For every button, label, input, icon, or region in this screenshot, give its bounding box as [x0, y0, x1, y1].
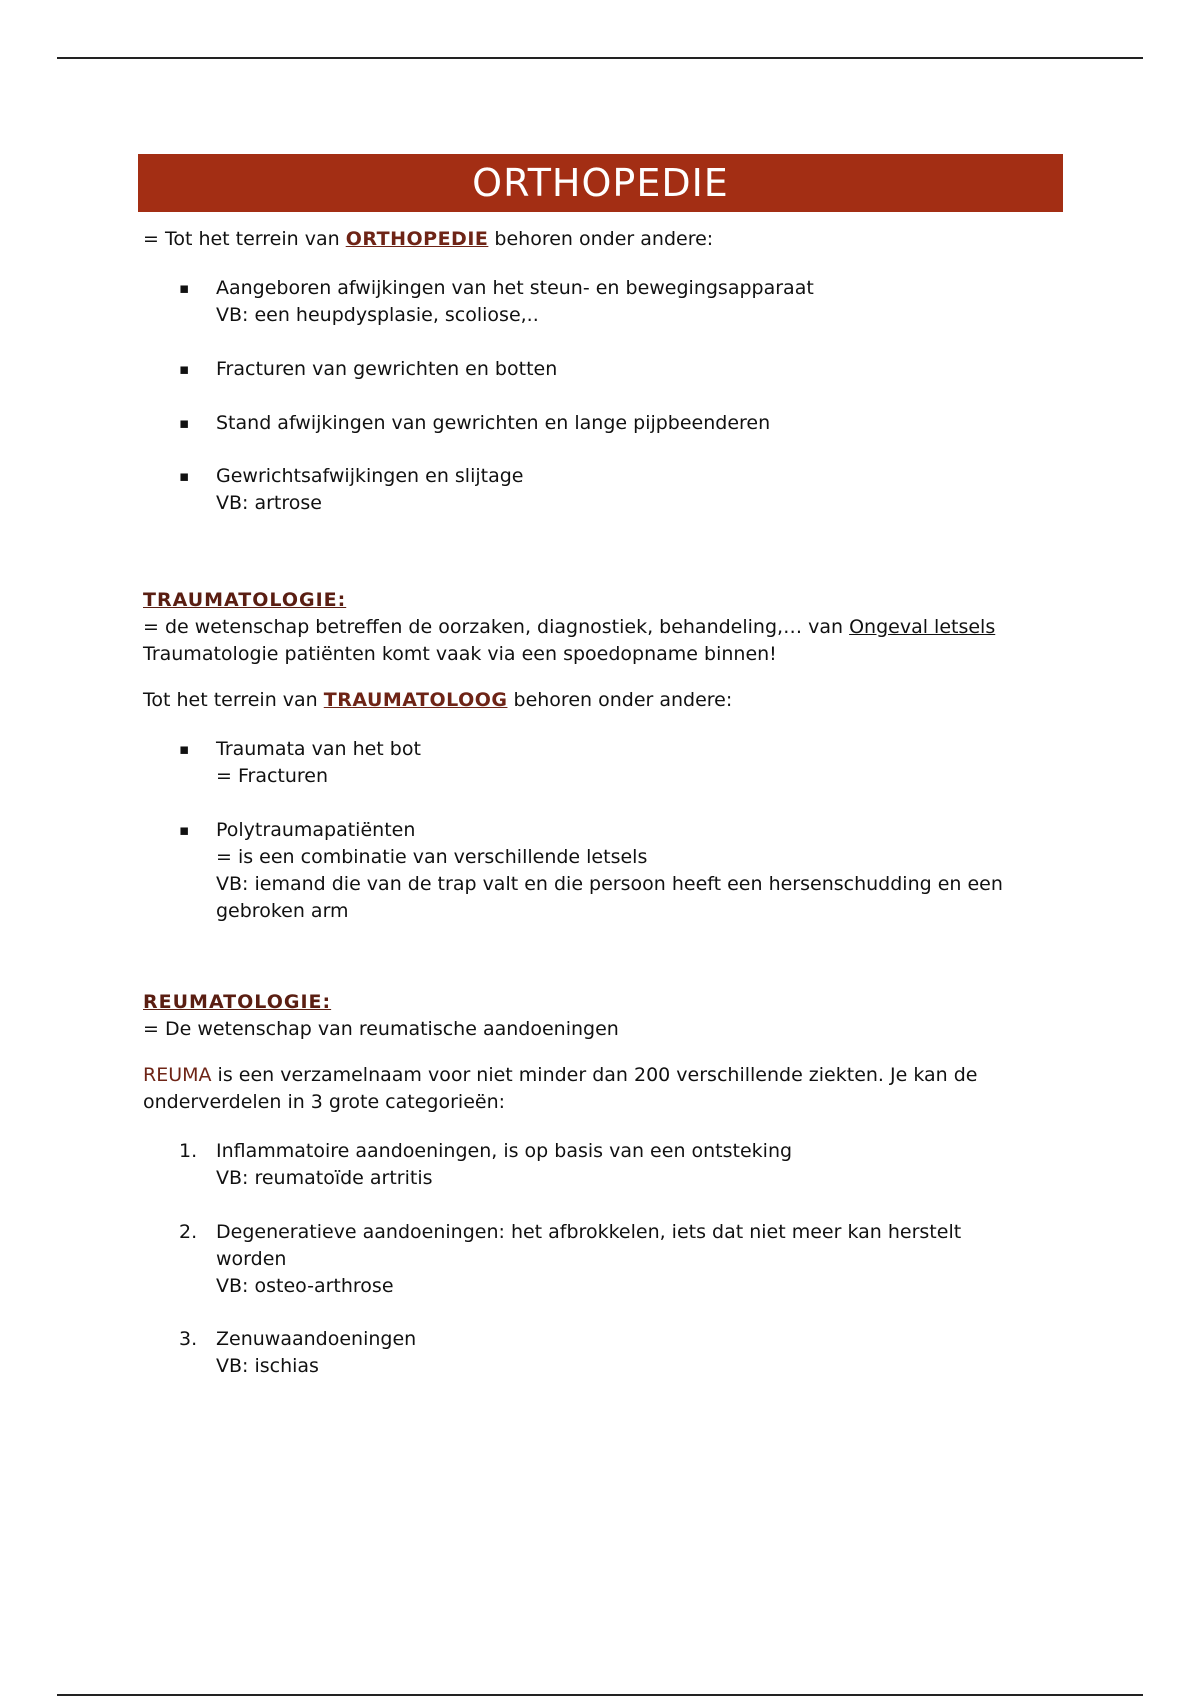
- list-item: [143, 356, 1063, 383]
- list-item-example: VB: iemand die van de trap valt en die persoon heeft een hersenschudding en een: [216, 873, 1003, 895]
- ortho-list: [143, 275, 1063, 517]
- reuma-term: REUMA: [143, 1064, 212, 1086]
- reuma-list: [143, 1138, 1063, 1380]
- list-item: [143, 1326, 1063, 1380]
- list-item-text: ▪ Aangeboren afwijkingen van het steun- en bewegingsapparaat: [216, 277, 814, 299]
- trauma-terrain: [143, 687, 1063, 714]
- document-body: [143, 154, 1063, 1380]
- page-bottom-rule: [57, 1694, 1143, 1696]
- list-item: [143, 817, 1063, 925]
- list-item-example: VB: ischias: [216, 1355, 319, 1377]
- list-item: [143, 410, 1063, 437]
- trauma-definition: [143, 614, 1063, 641]
- list-number: 1.: [179, 1140, 198, 1162]
- trauma-list: [143, 736, 1063, 925]
- list-item-example-cont: gebroken arm: [216, 900, 349, 922]
- trauma-keyword: TRAUMATOLOOG: [323, 689, 508, 711]
- reuma-description: [143, 1062, 1063, 1089]
- list-item-text: ▪ Polytraumapatiënten: [216, 819, 416, 841]
- list-item-text: ▪ Traumata van het bot: [216, 738, 421, 760]
- list-item-text-cont: worden: [216, 1248, 287, 1270]
- list-item-example: VB: osteo-arthrose: [216, 1275, 394, 1297]
- reuma-heading: REUMATOLOGIE:: [143, 991, 332, 1013]
- trauma-note: Traumatologie patiënten komt vaak via een spoedopname binnen!: [143, 643, 777, 665]
- trauma-terrain-prefix: Tot het terrein van: [143, 689, 324, 711]
- ortho-intro: [143, 226, 1063, 253]
- list-item-example: VB: reumatoïde artritis: [216, 1167, 433, 1189]
- trauma-def-text: = de wetenschap betreffen de oorzaken, diagnostiek, behandeling,… van: [143, 616, 850, 638]
- list-item-definition: = Fracturen: [216, 765, 329, 787]
- page-title: ORTHOPEDIE: [138, 154, 1063, 212]
- list-item: [143, 1138, 1063, 1192]
- list-item-text: ▪ Fracturen van gewrichten en botten: [216, 358, 558, 380]
- list-item: [143, 1219, 1063, 1300]
- list-item: [143, 275, 1063, 329]
- reuma-desc-line1: is een verzamelnaam voor niet minder dan 200 verschillende ziekten. Je kan de: [211, 1064, 978, 1086]
- page-top-rule: [57, 57, 1143, 59]
- list-item-definition: = is een combinatie van verschillende letsels: [216, 846, 648, 868]
- list-number: 3.: [179, 1328, 198, 1350]
- trauma-terrain-suffix: behoren onder andere:: [507, 689, 733, 711]
- list-number: 2.: [179, 1221, 198, 1243]
- ortho-intro-prefix: = Tot het terrein van: [143, 228, 346, 250]
- list-item-text: Zenuwaandoeningen: [216, 1328, 417, 1350]
- trauma-def-underlined: Ongeval letsels: [849, 616, 996, 638]
- ortho-intro-suffix: behoren onder andere:: [488, 228, 714, 250]
- list-item: [143, 463, 1063, 517]
- ortho-keyword: ORTHOPEDIE: [345, 228, 489, 250]
- reuma-description-cont: onderverdelen in 3 grote categorieën:: [143, 1091, 506, 1113]
- list-item-example: VB: een heupdysplasie, scoliose,..: [216, 304, 539, 326]
- list-item-text: ▪ Stand afwijkingen van gewrichten en lange pijpbeenderen: [216, 412, 771, 434]
- list-item-text: Inflammatoire aandoeningen, is op basis van een ontsteking: [216, 1140, 793, 1162]
- list-item-text: ▪ Gewrichtsafwijkingen en slijtage: [216, 465, 524, 487]
- trauma-heading: TRAUMATOLOGIE:: [143, 589, 347, 611]
- reuma-definition: = De wetenschap van reumatische aandoeningen: [143, 1018, 619, 1040]
- list-item-text: Degeneratieve aandoeningen: het afbrokkelen, iets dat niet meer kan herstelt: [216, 1221, 962, 1243]
- list-item: [143, 736, 1063, 790]
- list-item-example: VB: artrose: [216, 492, 322, 514]
